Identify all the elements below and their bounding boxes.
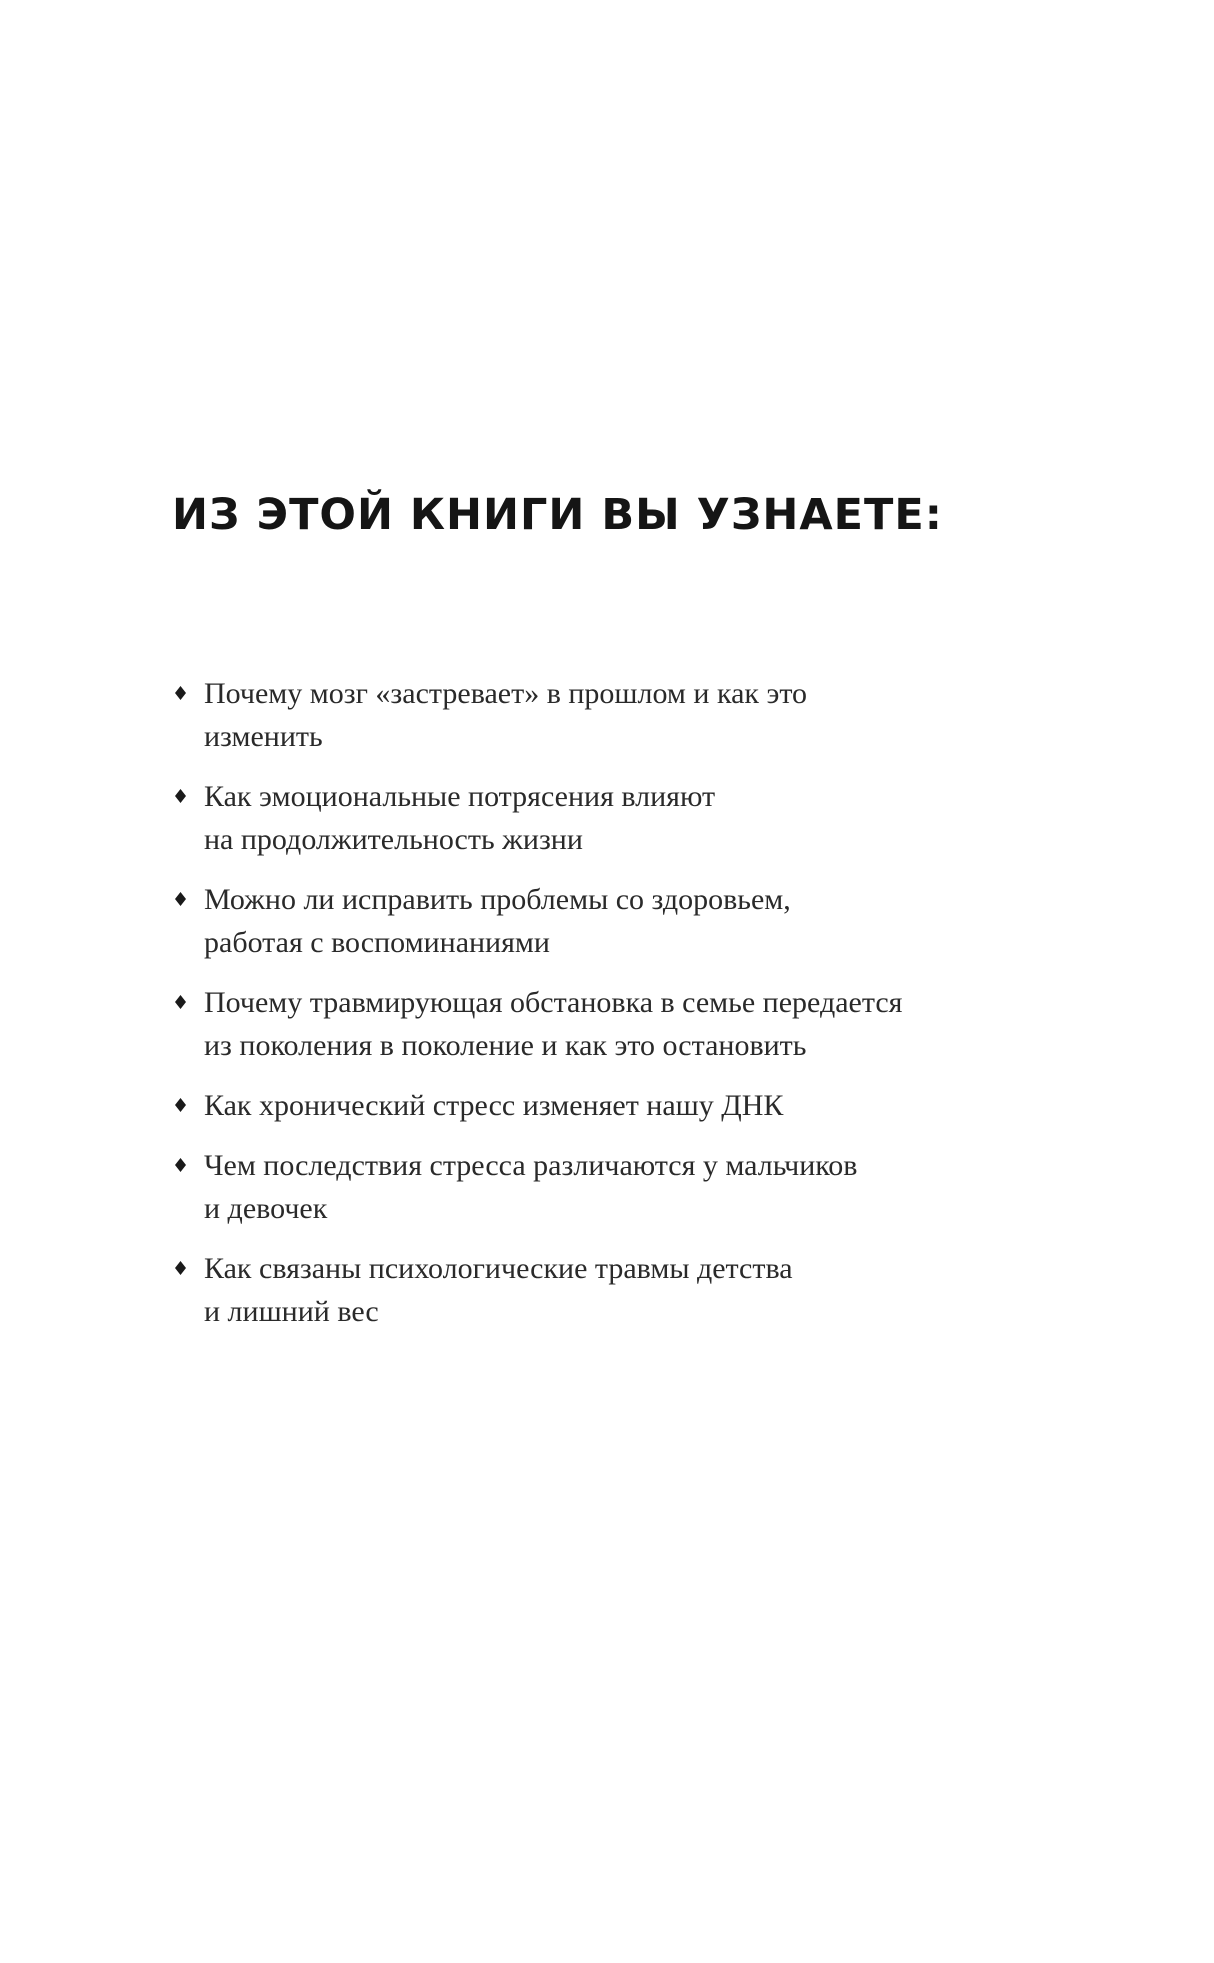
diamond-bullet-icon (175, 1261, 186, 1275)
list-item-text-line-2: и девочек (204, 1192, 328, 1225)
list-item-text-line-2: и лишний вес (204, 1295, 379, 1328)
diamond-bullet-icon (175, 1158, 186, 1172)
list-item-text-line-2: на продолжительность жизни (204, 823, 583, 856)
list-item-text-line-2: изменить (204, 720, 323, 753)
list-item-text-line-1: Почему мозг «застревает» в прошлом и как это (204, 677, 808, 710)
list-item-text-line-2: из поколения в поколение и как это остановить (204, 1029, 807, 1062)
diamond-bullet-icon (175, 892, 186, 906)
diamond-bullet-icon (175, 789, 186, 803)
page-heading: ИЗ ЭТОЙ КНИГИ ВЫ УЗНАЕТЕ: (172, 490, 943, 540)
diamond-bullet-icon (175, 995, 186, 1009)
benefits-list (172, 672, 972, 1350)
list-item (172, 672, 972, 758)
list-item-text-line-1: Как хронический стресс изменяет нашу ДНК (204, 1089, 784, 1122)
list-item-text-line-2: работая с воспоминаниями (204, 926, 550, 959)
diamond-bullet-icon (175, 1098, 186, 1112)
list-item (172, 878, 972, 964)
list-item-text-line-1: Почему травмирующая обстановка в семье передается (204, 986, 903, 1019)
list-item-text-line-1: Чем последствия стресса различаются у мальчиков (204, 1149, 858, 1182)
list-item-text-line-1: Как эмоциональные потрясения влияют (204, 780, 716, 813)
list-item-text-line-1: Можно ли исправить проблемы со здоровьем, (204, 883, 791, 916)
list-item (172, 1144, 972, 1230)
list-item (172, 775, 972, 861)
list-item (172, 1247, 972, 1333)
list-item-text-line-1: Как связаны психологические травмы детства (204, 1252, 793, 1285)
list-item (172, 981, 972, 1067)
diamond-bullet-icon (175, 686, 186, 700)
list-item (172, 1084, 972, 1127)
